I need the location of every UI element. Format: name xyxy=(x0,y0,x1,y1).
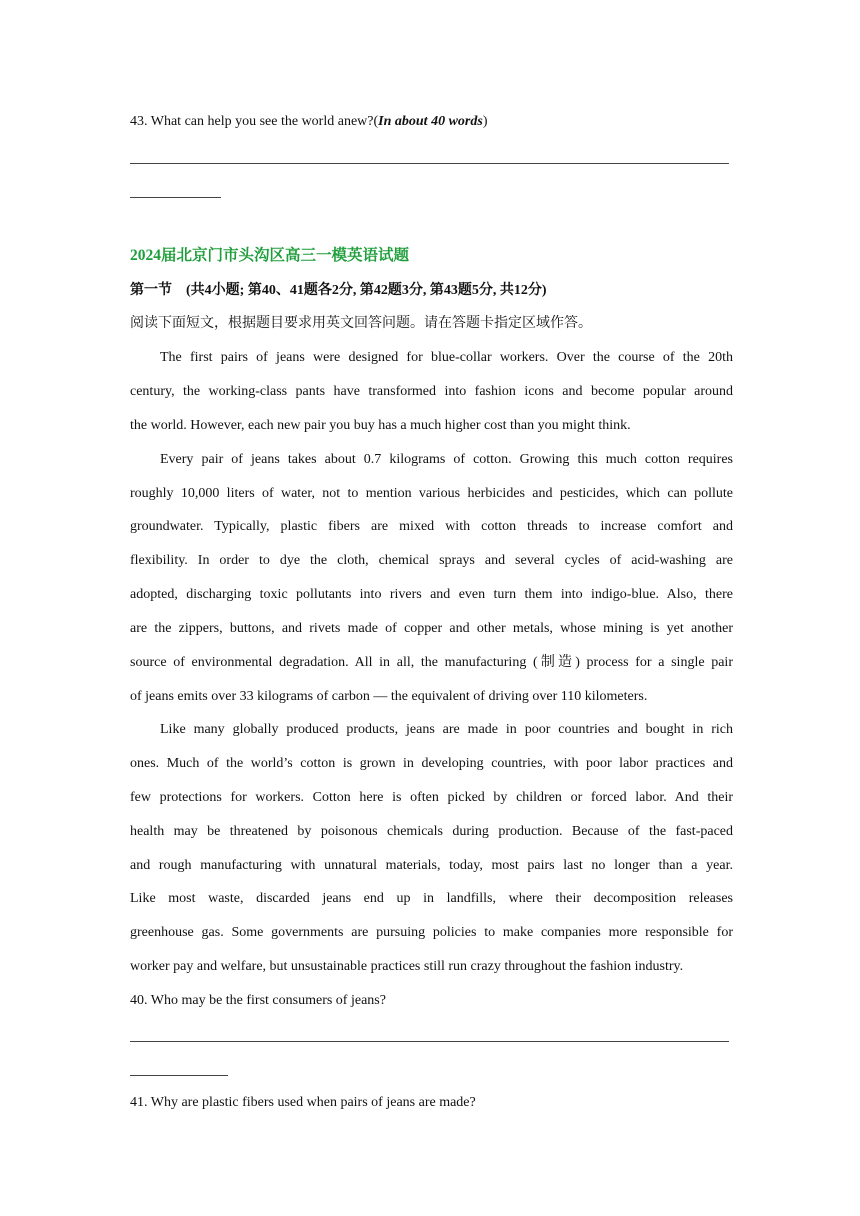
question-43-text: 43. What can help you see the world anew?( xyxy=(130,114,379,129)
passage-line: Every pair of jeans takes about 0.7 kilograms of cotton. Growing this much cotton requires xyxy=(160,452,733,467)
passage-line: adopted, discharging toxic pollutants into rivers and even turn them into indigo-blue. Also, there xyxy=(130,587,733,602)
section-subtitle: 第一节 (共4小题; 第40、41题各2分, 第42题3分, 第43题5分, 共12分) xyxy=(130,283,547,298)
passage-line: source of environmental degradation. All in all, the manufacturing (制造) process for a single pair xyxy=(130,655,733,670)
passage-line: health may be threatened by poisonous chemicals during production. Because of the fast-paced xyxy=(130,824,733,839)
passage-line: few protections for workers. Cotton here is often picked by children or forced labor. And their xyxy=(130,790,733,805)
answer-line-43a[interactable] xyxy=(130,163,729,164)
passage-line: ones. Much of the world’s cotton is grown in developing countries, with poor labor practices and xyxy=(130,756,733,771)
passage-line: worker pay and welfare, but unsustainable practices still run crazy throughout the fashion industry. xyxy=(130,959,684,974)
question-43-instruction: In about 40 words xyxy=(378,114,483,129)
passage-line: greenhouse gas. Some governments are pursuing policies to make companies more responsible for xyxy=(130,925,733,940)
section-instructions: 阅读下面短文，根据题目要求用英文回答问题。请在答题卡指定区域作答。 xyxy=(130,316,592,331)
passage-line: are the zippers, buttons, and rivets made of copper and other metals, whose mining is yet another xyxy=(130,621,733,636)
passage-line: century, the working-class pants have transformed into fashion icons and become popular around xyxy=(130,384,733,399)
passage-line: The first pairs of jeans were designed for blue-collar workers. Over the course of the 20th xyxy=(160,350,733,365)
answer-line-43b[interactable] xyxy=(130,197,221,198)
answer-line-40b[interactable] xyxy=(130,1075,228,1076)
passage-line: roughly 10,000 liters of water, not to mention various herbicides and pesticides, which can pollute xyxy=(130,486,733,501)
passage-line: Like most waste, discarded jeans end up in landfills, where their decomposition releases xyxy=(130,891,733,906)
passage-line: of jeans emits over 33 kilograms of carbon — the equivalent of driving over 110 kilometers. xyxy=(130,689,648,704)
passage-line: the world. However, each new pair you buy has a much higher cost than you might think. xyxy=(130,418,631,433)
question-40: 40. Who may be the first consumers of jeans? xyxy=(130,993,386,1008)
section-title: 2024届北京门市头沟区高三一模英语试题 xyxy=(130,247,410,264)
answer-line-40a[interactable] xyxy=(130,1041,729,1042)
question-43 xyxy=(130,112,487,132)
passage-line: and rough manufacturing with unnatural materials, today, most pairs last no longer than a year. xyxy=(130,858,733,873)
passage-line: groundwater. Typically, plastic fibers are mixed with cotton threads to increase comfort and xyxy=(130,519,733,534)
passage-line: flexibility. In order to dye the cloth, chemical sprays and several cycles of acid-washing are xyxy=(130,553,733,568)
passage-line: Like many globally produced products, jeans are made in poor countries and bought in rich xyxy=(160,722,733,737)
question-43-close: ) xyxy=(482,114,488,129)
question-41: 41. Why are plastic fibers used when pairs of jeans are made? xyxy=(130,1095,476,1110)
